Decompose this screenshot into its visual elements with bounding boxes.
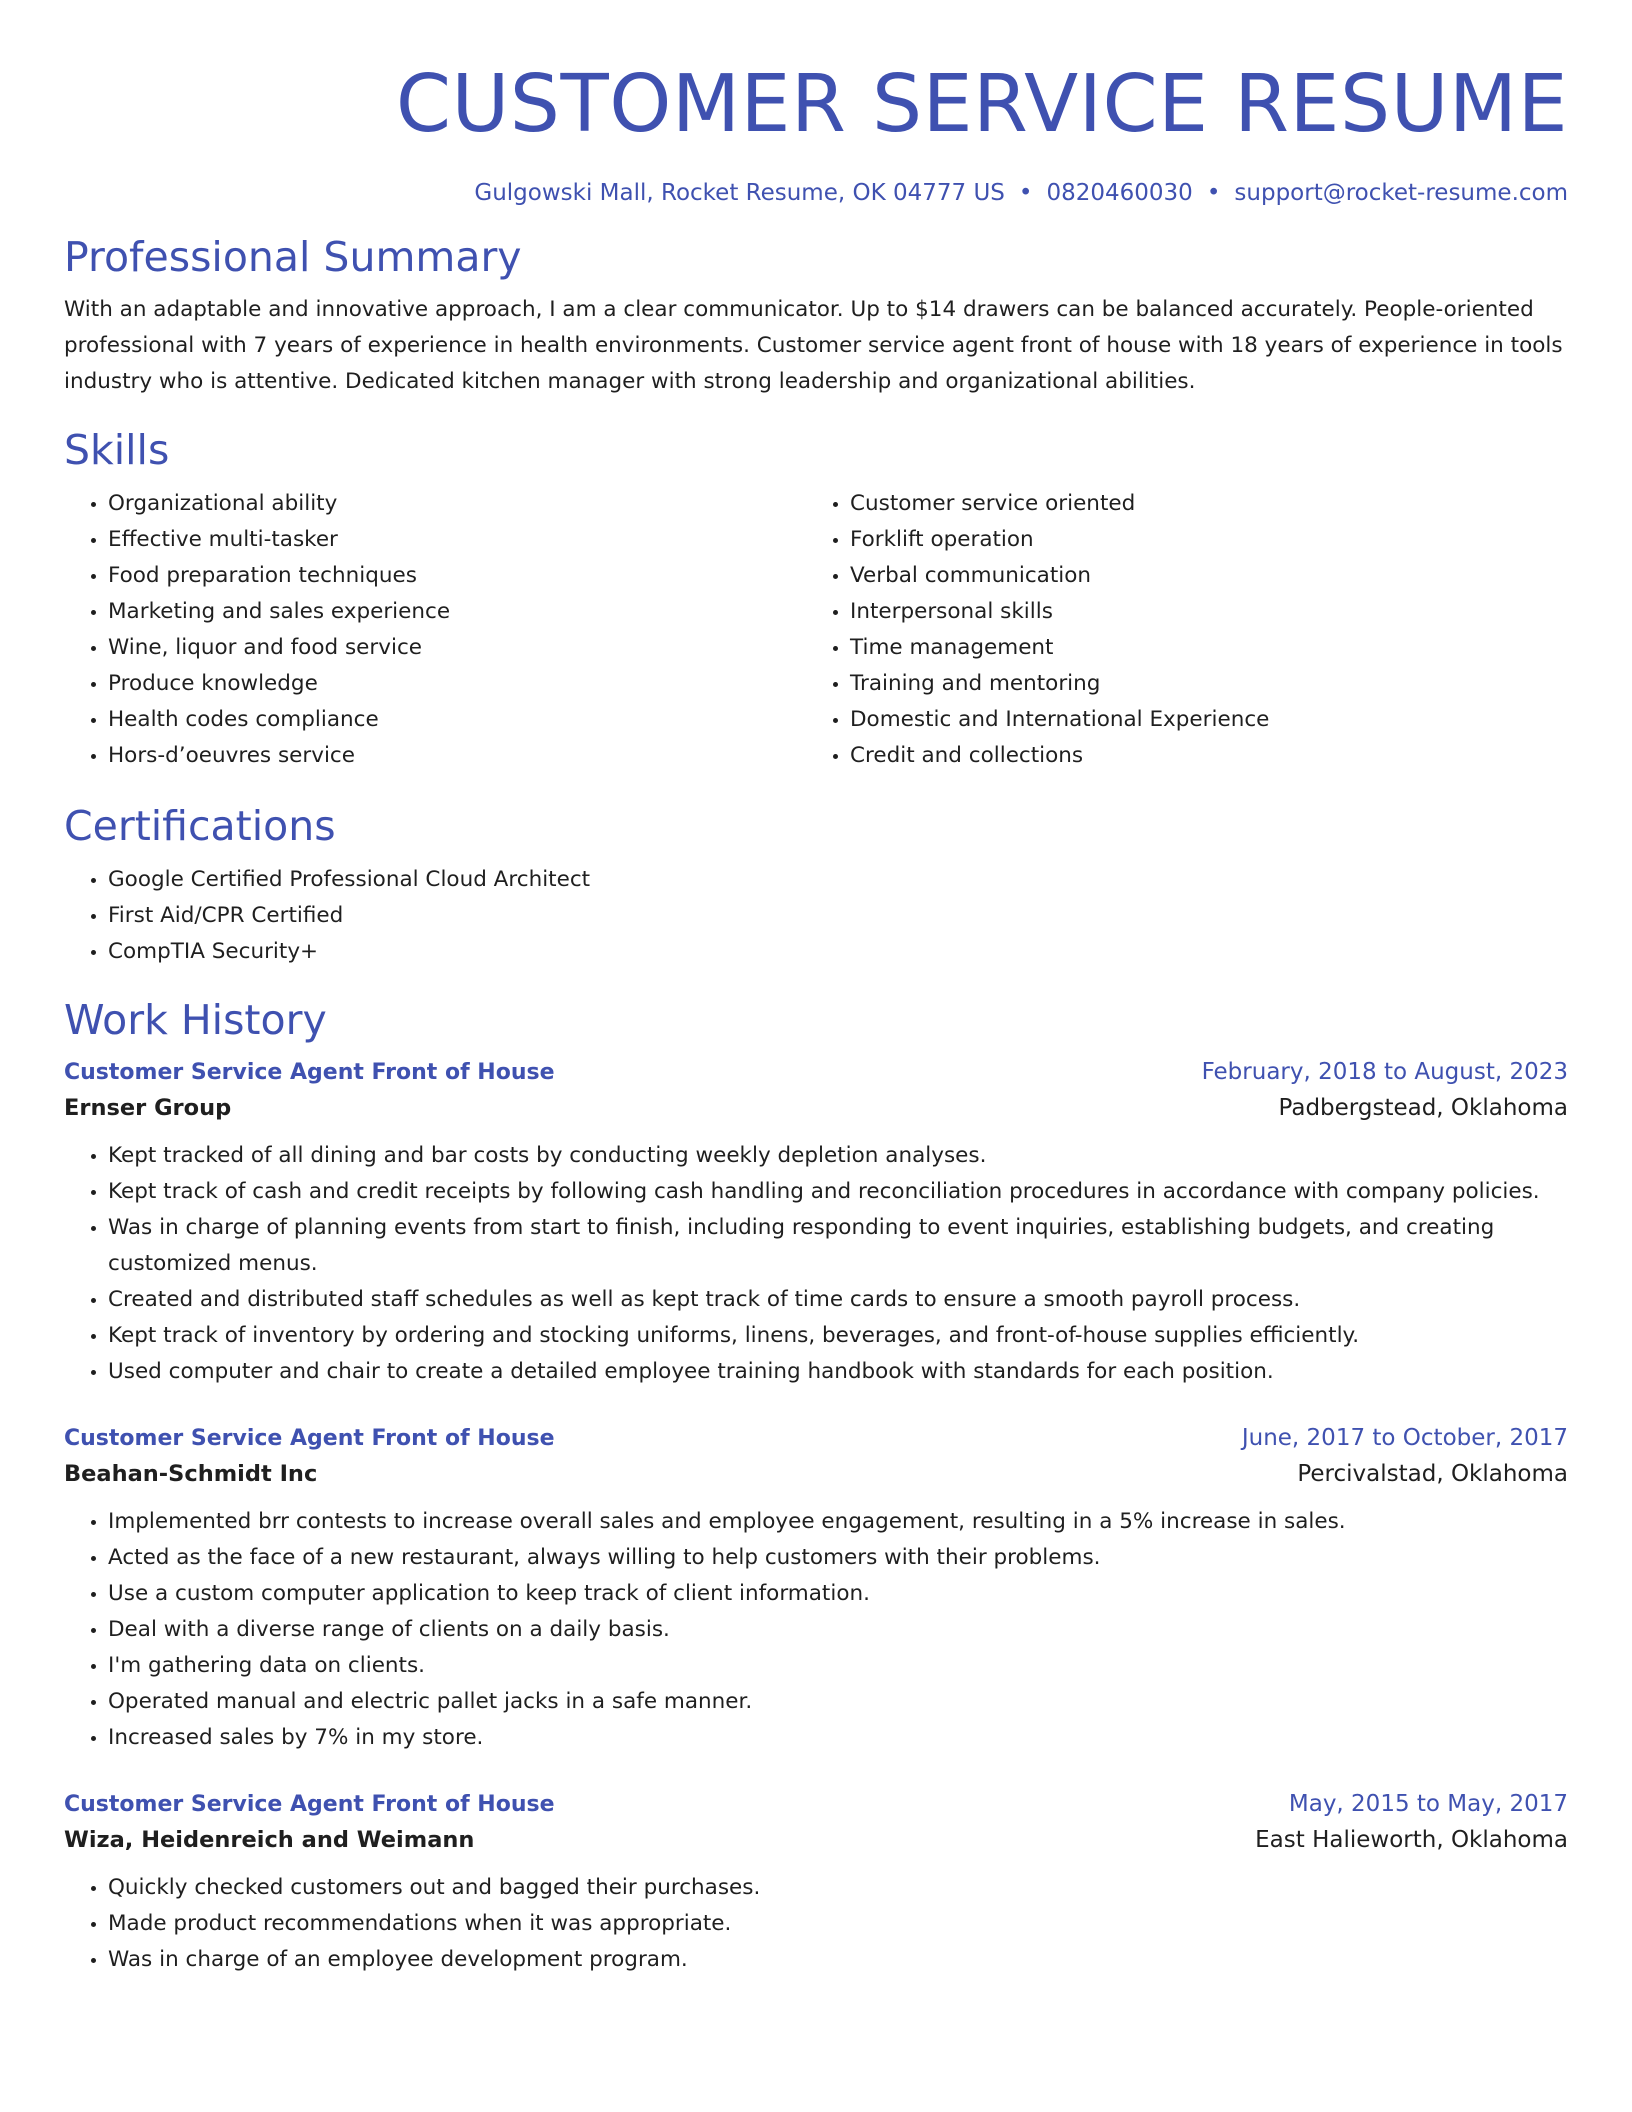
job-bullet: • Kept track of inventory by ordering and stocking uniforms, linens, beverages, and front-of-house supplies efficiently. <box>108 1318 1568 1354</box>
job-dates: February, 2018 to August, 2023 <box>1201 1059 1568 1085</box>
skills-grid <box>64 486 1568 774</box>
job-bullet: • Kept tracked of all dining and bar costs by conducting weekly depletion analyses. <box>108 1138 1568 1174</box>
job-company: Ernser Group <box>64 1095 232 1121</box>
job-header-row <box>64 1056 1568 1089</box>
skill-item: • Marketing and sales experience <box>108 594 806 630</box>
job-entry <box>64 1056 1568 1390</box>
section-title-skills: Skills <box>64 426 170 474</box>
certifications-list <box>64 862 1568 970</box>
job-bullets <box>64 1138 1568 1390</box>
contact-address: Gulgowski Mall, Rocket Resume, OK 04777 US <box>474 180 1005 206</box>
skill-item: • Customer service oriented <box>850 486 1548 522</box>
job-title: Customer Service Agent Front of House <box>64 1426 555 1451</box>
job-header-row <box>64 1788 1568 1821</box>
skills-column-left <box>64 486 806 774</box>
job-location: Percivalstad, Oklahoma <box>1297 1461 1568 1487</box>
job-company-row <box>64 1455 1568 1493</box>
job-header-row <box>64 1422 1568 1455</box>
contact-phone: 0820460030 <box>1046 180 1193 206</box>
skill-item: • Forklift operation <box>850 522 1548 558</box>
job-location: Padbergstead, Oklahoma <box>1278 1095 1568 1121</box>
skill-item: • Domestic and International Experience <box>850 702 1548 738</box>
job-bullet: • Quickly checked customers out and bagged their purchases. <box>108 1870 1568 1906</box>
skill-item: • Time management <box>850 630 1548 666</box>
job-title: Customer Service Agent Front of House <box>64 1060 555 1085</box>
resume-title: CUSTOMER SERVICE RESUME <box>395 58 1568 150</box>
job-title: Customer Service Agent Front of House <box>64 1792 555 1817</box>
bullet-separator: • <box>1018 180 1033 206</box>
skill-item: • Hors-d’oeuvres service <box>108 738 806 774</box>
skills-list-left <box>64 486 806 774</box>
job-entry <box>64 1422 1568 1756</box>
job-dates: June, 2017 to October, 2017 <box>1241 1425 1568 1451</box>
job-location: East Halieworth, Oklahoma <box>1255 1827 1568 1853</box>
resume-page <box>64 0 1568 1978</box>
summary-text: With an adaptable and innovative approach, I am a clear communicator. Up to $14 drawers can be balanced accurately. People-oriented professional with 7 years of experience in health environments. Customer service agent front of house with 18 years of experience in tools industry who is attentive. Dedicated kitchen manager with strong leadership and organizational abilities. <box>64 297 1563 394</box>
job-company-row <box>64 1821 1568 1859</box>
skills-list-right <box>806 486 1548 774</box>
job-entry <box>64 1788 1568 1978</box>
job-company: Beahan-Schmidt Inc <box>64 1461 318 1487</box>
job-bullet: • Was in charge of an employee development program. <box>108 1942 1568 1978</box>
job-bullet: • Kept track of cash and credit receipts by following cash handling and reconciliation procedures in accordance with company policies. <box>108 1174 1568 1210</box>
job-bullet: • Used computer and chair to create a detailed employee training handbook with standards for each position. <box>108 1354 1568 1390</box>
job-bullet: • Acted as the face of a new restaurant, always willing to help customers with their problems. <box>108 1540 1568 1576</box>
job-bullet: • Implemented brr contests to increase overall sales and employee engagement, resulting in a 5% increase in sales. <box>108 1504 1568 1540</box>
skill-item: • Interpersonal skills <box>850 594 1548 630</box>
job-bullet: • Use a custom computer application to keep track of client information. <box>108 1576 1568 1612</box>
certification-item: • Google Certified Professional Cloud Architect <box>108 862 1568 898</box>
section-title-certifications: Certifications <box>64 802 336 850</box>
job-bullets <box>64 1504 1568 1756</box>
job-dates: May, 2015 to May, 2017 <box>1288 1791 1568 1817</box>
job-bullet: • Made product recommendations when it was appropriate. <box>108 1906 1568 1942</box>
resume-header <box>64 58 1568 209</box>
skill-item: • Credit and collections <box>850 738 1548 774</box>
skill-item: • Produce knowledge <box>108 666 806 702</box>
job-bullets <box>64 1870 1568 1978</box>
bullet-separator: • <box>1206 180 1221 206</box>
contact-email[interactable]: support@rocket-resume.com <box>1234 180 1568 206</box>
section-title-work-history: Work History <box>64 996 327 1044</box>
job-bullet: • Deal with a diverse range of clients on a daily basis. <box>108 1612 1568 1648</box>
job-bullet: • Operated manual and electric pallet jacks in a safe manner. <box>108 1684 1568 1720</box>
skill-item: • Health codes compliance <box>108 702 806 738</box>
job-company: Wiza, Heidenreich and Weimann <box>64 1827 475 1853</box>
job-bullet: • Created and distributed staff schedules as well as kept track of time cards to ensure a smooth payroll process. <box>108 1282 1568 1318</box>
contact-line <box>64 177 1568 209</box>
section-title-summary: Professional Summary <box>64 233 522 281</box>
skill-item: • Verbal communication <box>850 558 1548 594</box>
skills-column-right <box>806 486 1548 774</box>
certification-item: • First Aid/CPR Certified <box>108 898 1568 934</box>
skill-item: • Effective multi-tasker <box>108 522 806 558</box>
job-bullet: • I'm gathering data on clients. <box>108 1648 1568 1684</box>
skill-item: • Training and mentoring <box>850 666 1548 702</box>
job-bullet: • Was in charge of planning events from start to finish, including responding to event inquiries, establishing budgets, and creating customized menus. <box>108 1210 1568 1282</box>
skill-item: • Organizational ability <box>108 486 806 522</box>
certification-item: • CompTIA Security+ <box>108 934 1568 970</box>
job-company-row <box>64 1089 1568 1127</box>
skill-item: • Wine, liquor and food service <box>108 630 806 666</box>
skill-item: • Food preparation techniques <box>108 558 806 594</box>
job-bullet: • Increased sales by 7% in my store. <box>108 1720 1568 1756</box>
